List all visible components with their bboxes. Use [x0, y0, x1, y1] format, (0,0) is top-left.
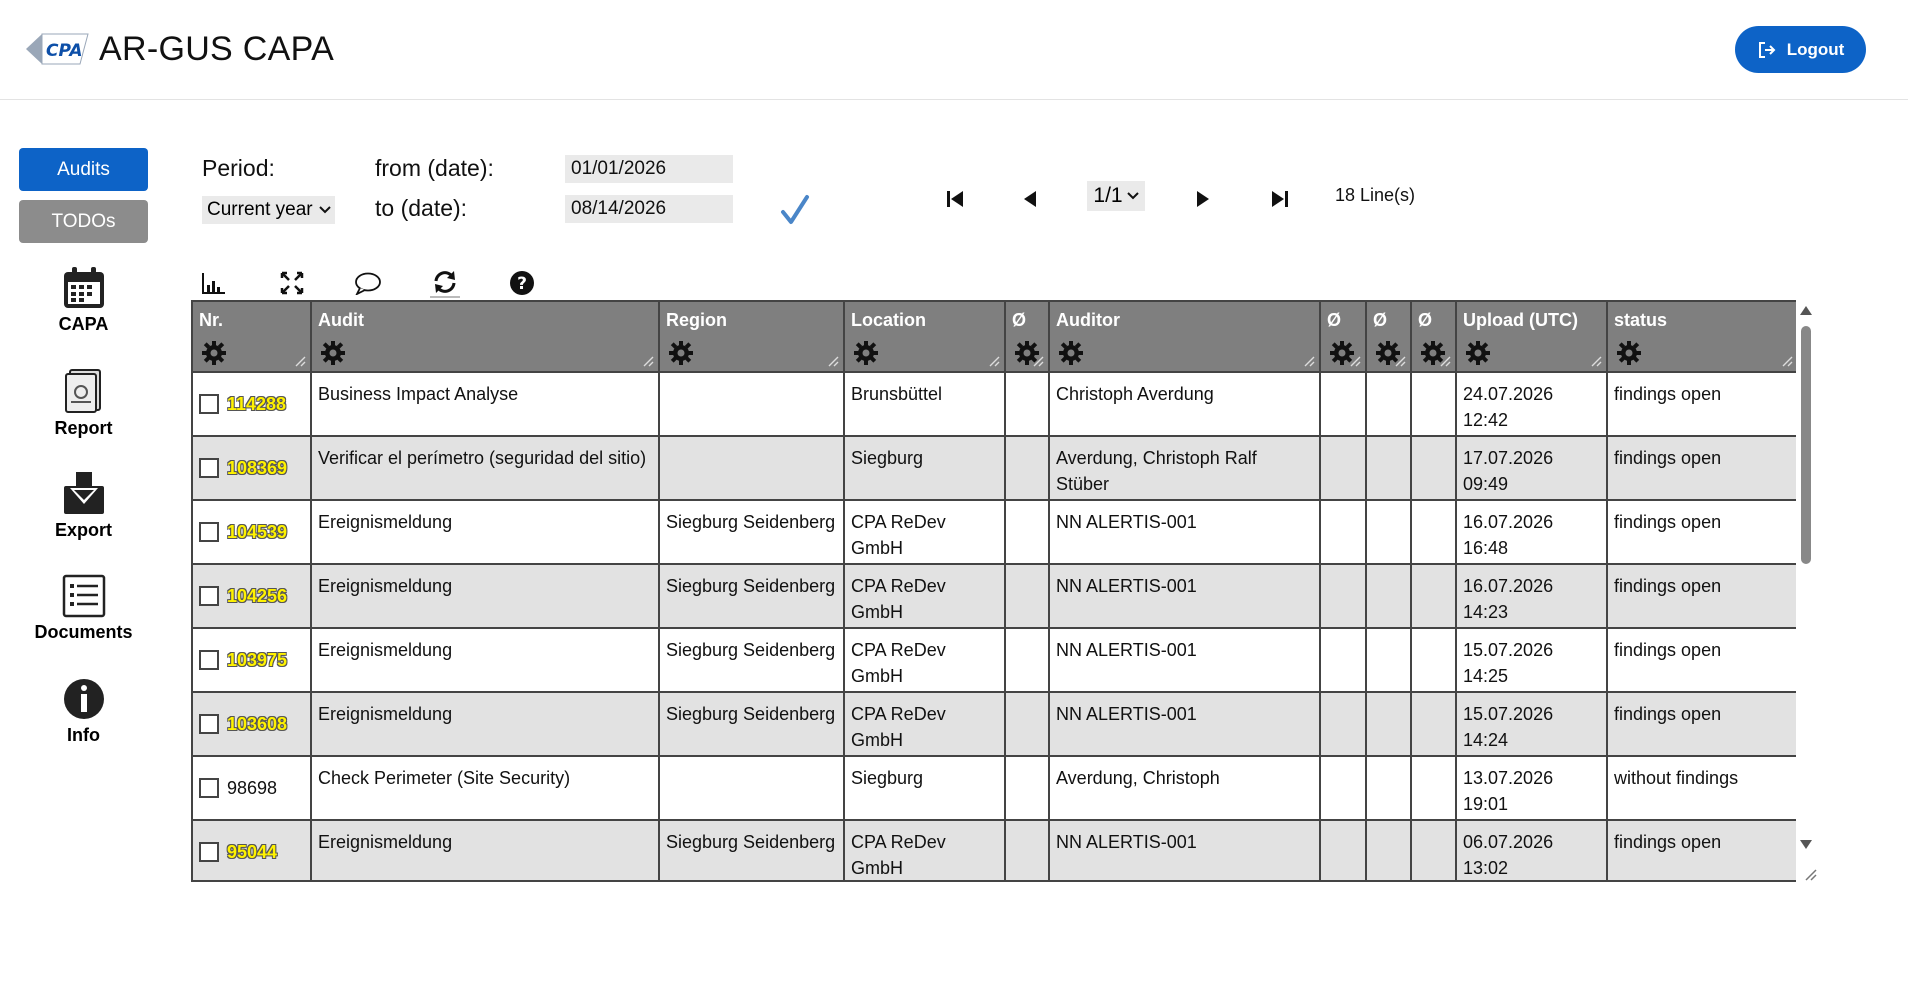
column-resize-icon[interactable] [1349, 355, 1361, 367]
cell-empty [1366, 500, 1411, 564]
cell-audit: Business Impact Analyse [311, 372, 659, 436]
fullscreen-button[interactable] [277, 268, 307, 298]
chart-button[interactable] [199, 268, 229, 298]
cell-empty [1366, 628, 1411, 692]
column-header[interactable] [1005, 302, 1049, 372]
audit-number[interactable]: 95044 [227, 842, 278, 862]
column-resize-icon[interactable] [1781, 355, 1793, 367]
column-header[interactable] [844, 302, 1005, 372]
cell-audit: Check Perimeter (Site Security) [311, 756, 659, 820]
table-row[interactable] [193, 628, 1796, 692]
cell-empty [1005, 692, 1049, 756]
column-header[interactable] [193, 302, 311, 372]
cell-empty [1320, 436, 1366, 500]
column-header[interactable] [1049, 302, 1320, 372]
resize-grip-icon[interactable] [1803, 867, 1817, 881]
column-resize-icon[interactable] [1032, 355, 1044, 367]
from-date-label: from (date): [375, 155, 494, 181]
prev-page-button[interactable] [1015, 183, 1045, 215]
column-header[interactable] [1411, 302, 1456, 372]
chevron-down-icon [1127, 191, 1139, 201]
cell-status: findings open [1607, 692, 1796, 756]
cell-status: findings open [1607, 820, 1796, 882]
cell-empty [1005, 564, 1049, 628]
cell-upload: 17.07.2026 09:49 [1456, 436, 1607, 500]
row-checkbox[interactable] [199, 458, 219, 478]
first-page-button[interactable] [940, 183, 970, 215]
cell-empty [1411, 500, 1456, 564]
cell-status: findings open [1607, 500, 1796, 564]
nav-label-capa: CAPA [58, 314, 109, 334]
nav-label-report: Report [54, 418, 113, 438]
cell-audit: Verificar el perímetro (seguridad del sitio) [311, 436, 659, 500]
nav-item-export[interactable] [19, 470, 148, 541]
logout-icon [1757, 40, 1777, 60]
help-icon [509, 270, 535, 296]
gear-icon[interactable] [668, 340, 694, 366]
table-row[interactable] [193, 564, 1796, 628]
column-header-label: Upload (UTC) [1463, 310, 1578, 330]
scroll-up-arrow[interactable] [1800, 306, 1812, 315]
gear-icon[interactable] [853, 340, 879, 366]
line-count: 18 Line(s) [1335, 185, 1416, 205]
cell-auditor: Averdung, Christoph Ralf Stüber [1049, 436, 1320, 500]
cell-auditor: NN ALERTIS-001 [1049, 500, 1320, 564]
cell-location: Siegburg [844, 436, 1005, 500]
svg-text:?: ? [517, 274, 527, 294]
cell-empty [1005, 372, 1049, 436]
column-header-label: Ø [1373, 310, 1388, 330]
row-checkbox[interactable] [199, 714, 219, 734]
chevron-down-icon [319, 205, 331, 215]
cell-empty [1411, 692, 1456, 756]
to-date-input[interactable] [565, 195, 733, 223]
cpa-logo [24, 30, 90, 68]
column-resize-icon[interactable] [1394, 355, 1406, 367]
column-header[interactable] [1320, 302, 1366, 372]
cell-auditor: Christoph Averdung [1049, 372, 1320, 436]
cell-upload: 15.07.2026 14:24 [1456, 692, 1607, 756]
scroll-down-arrow[interactable] [1800, 840, 1812, 849]
refresh-icon [432, 269, 458, 295]
from-date-input[interactable] [565, 155, 733, 183]
comment-button[interactable] [353, 268, 383, 298]
cell-empty [1320, 756, 1366, 820]
cell-auditor: Averdung, Christoph [1049, 756, 1320, 820]
cell-region: Siegburg Seidenberg [659, 564, 844, 628]
gear-icon[interactable] [1465, 340, 1491, 366]
cell-location: CPA ReDev GmbH [844, 500, 1005, 564]
page-value: 1/1 [1093, 184, 1123, 207]
cell-upload: 15.07.2026 14:25 [1456, 628, 1607, 692]
page-select[interactable] [1087, 181, 1145, 211]
nav-item-info[interactable] [19, 677, 148, 746]
column-header[interactable] [311, 302, 659, 372]
cell-nr [193, 372, 311, 436]
column-header-label: Audit [318, 310, 364, 330]
audits-button[interactable]: Audits [19, 148, 148, 191]
audit-number[interactable]: 114288 [227, 394, 287, 414]
table-row[interactable] [193, 500, 1796, 564]
cell-empty [1411, 820, 1456, 882]
nav-label-export: Export [54, 520, 112, 540]
audit-number[interactable]: 103975 [227, 650, 288, 670]
last-page-button[interactable] [1265, 183, 1295, 215]
period-label: Period: [202, 155, 275, 181]
table-body [193, 372, 1796, 882]
svg-text:CPA: CPA [46, 41, 83, 61]
cell-auditor: NN ALERTIS-001 [1049, 692, 1320, 756]
column-resize-icon[interactable] [294, 355, 306, 367]
cell-region [659, 436, 844, 500]
gear-icon[interactable] [320, 340, 346, 366]
gear-icon[interactable] [1616, 340, 1642, 366]
column-header-label: Nr. [199, 310, 224, 330]
todos-button[interactable]: TODOs [19, 200, 148, 243]
export-icon [62, 470, 106, 516]
cell-nr [193, 692, 311, 756]
cell-status: findings open [1607, 628, 1796, 692]
cell-audit: Ereignismeldung [311, 628, 659, 692]
cell-empty [1366, 692, 1411, 756]
cell-empty [1411, 628, 1456, 692]
cell-auditor: NN ALERTIS-001 [1049, 628, 1320, 692]
cell-nr [193, 500, 311, 564]
cell-empty [1005, 756, 1049, 820]
cell-empty [1005, 500, 1049, 564]
scroll-thumb[interactable] [1801, 326, 1811, 564]
column-header-label: Ø [1327, 310, 1342, 330]
cell-empty [1411, 564, 1456, 628]
cell-audit: Ereignismeldung [311, 820, 659, 882]
prev-page-icon [1019, 188, 1041, 210]
cell-audit: Ereignismeldung [311, 500, 659, 564]
cell-auditor: NN ALERTIS-001 [1049, 820, 1320, 882]
info-icon [62, 677, 106, 721]
column-header-label: status [1614, 310, 1668, 330]
cell-location: CPA ReDev GmbH [844, 628, 1005, 692]
column-header-label: Region [666, 310, 727, 330]
table-row[interactable] [193, 436, 1796, 500]
cell-upload: 13.07.2026 19:01 [1456, 756, 1607, 820]
cell-empty [1411, 436, 1456, 500]
cell-empty [1366, 564, 1411, 628]
gear-icon[interactable] [201, 340, 227, 366]
cell-empty [1320, 820, 1366, 882]
cell-status: findings open [1607, 372, 1796, 436]
audit-table [191, 300, 1796, 882]
column-header-label: Auditor [1056, 310, 1120, 330]
chart-icon [201, 271, 227, 295]
cell-empty [1411, 756, 1456, 820]
column-header-label: Ø [1418, 310, 1433, 330]
audit-number[interactable]: 104539 [227, 522, 288, 542]
refresh-button[interactable] [430, 268, 460, 298]
row-checkbox[interactable] [199, 522, 219, 542]
cell-empty [1005, 820, 1049, 882]
column-resize-icon[interactable] [642, 355, 654, 367]
comment-icon [354, 271, 382, 295]
cell-location: Siegburg [844, 756, 1005, 820]
row-checkbox[interactable] [199, 586, 219, 606]
row-checkbox[interactable] [199, 778, 219, 798]
table-row[interactable] [193, 756, 1796, 820]
first-page-icon [944, 188, 966, 210]
cell-nr [193, 564, 311, 628]
gear-icon[interactable] [1058, 340, 1084, 366]
column-resize-icon[interactable] [1590, 355, 1602, 367]
cell-empty [1320, 500, 1366, 564]
cell-empty [1320, 564, 1366, 628]
cell-nr [193, 628, 311, 692]
cell-empty [1005, 628, 1049, 692]
period-value: Current year [207, 199, 313, 220]
table-scrollbar[interactable] [1797, 300, 1815, 860]
table-row[interactable] [193, 372, 1796, 436]
audit-number[interactable]: 104256 [227, 586, 288, 606]
column-resize-icon[interactable] [988, 355, 1000, 367]
report-icon [62, 368, 106, 414]
cell-location: CPA ReDev GmbH [844, 692, 1005, 756]
column-header[interactable] [1456, 302, 1607, 372]
column-header-label: Ø [1012, 310, 1027, 330]
column-resize-icon[interactable] [827, 355, 839, 367]
row-checkbox[interactable] [199, 394, 219, 414]
cell-region [659, 372, 844, 436]
column-resize-icon[interactable] [1303, 355, 1315, 367]
apply-check-icon[interactable] [780, 194, 810, 226]
column-resize-icon[interactable] [1439, 355, 1451, 367]
nav-label-documents: Documents [34, 622, 133, 642]
cell-region [659, 756, 844, 820]
logout-label: Logout [1786, 39, 1845, 59]
cell-empty [1411, 372, 1456, 436]
table-header-row [193, 302, 1796, 372]
cell-empty [1320, 692, 1366, 756]
cell-status: findings open [1607, 564, 1796, 628]
column-header[interactable] [1366, 302, 1411, 372]
table-row[interactable] [193, 820, 1796, 882]
audit-number[interactable]: 103608 [227, 714, 288, 734]
nav-item-documents[interactable] [19, 574, 148, 643]
help-button[interactable] [507, 268, 537, 298]
row-checkbox[interactable] [199, 842, 219, 862]
cell-audit: Ereignismeldung [311, 692, 659, 756]
cell-region: Siegburg Seidenberg [659, 820, 844, 882]
column-header[interactable] [1607, 302, 1796, 372]
next-page-icon [1192, 188, 1214, 210]
app-title: AR-GUS CAPA [99, 30, 335, 68]
cell-upload: 16.07.2026 14:23 [1456, 564, 1607, 628]
logout-button[interactable] [1735, 26, 1866, 73]
nav-label-info: Info [67, 725, 100, 745]
audit-number[interactable]: 108369 [227, 458, 288, 478]
cell-region: Siegburg Seidenberg [659, 692, 844, 756]
cell-empty [1005, 436, 1049, 500]
cell-location: CPA ReDev GmbH [844, 564, 1005, 628]
cell-upload: 24.07.2026 12:42 [1456, 372, 1607, 436]
cell-nr [193, 820, 311, 882]
calendar-icon [62, 266, 106, 310]
next-page-button[interactable] [1188, 183, 1218, 215]
cell-region: Siegburg Seidenberg [659, 500, 844, 564]
to-date-label: to (date): [375, 195, 468, 221]
row-checkbox[interactable] [199, 650, 219, 670]
cell-empty [1366, 372, 1411, 436]
cell-status: without findings [1607, 756, 1796, 820]
app-header [0, 0, 1908, 100]
cell-upload: 06.07.2026 13:02 [1456, 820, 1607, 882]
nav-item-capa[interactable] [19, 266, 148, 335]
table-row[interactable] [193, 692, 1796, 756]
nav-item-report[interactable] [19, 368, 148, 439]
cell-upload: 16.07.2026 16:48 [1456, 500, 1607, 564]
period-select[interactable] [202, 196, 335, 224]
last-page-icon [1269, 188, 1291, 210]
cell-nr [193, 756, 311, 820]
column-header[interactable] [659, 302, 844, 372]
cell-empty [1366, 756, 1411, 820]
cell-empty [1320, 372, 1366, 436]
cell-auditor: NN ALERTIS-001 [1049, 564, 1320, 628]
cell-empty [1366, 820, 1411, 882]
audit-number: 98698 [227, 778, 278, 798]
cell-location: CPA ReDev GmbH [844, 820, 1005, 882]
cell-empty [1366, 436, 1411, 500]
column-header-label: Location [851, 310, 926, 330]
cell-audit: Ereignismeldung [311, 564, 659, 628]
documents-icon [62, 574, 106, 618]
fullscreen-icon [280, 271, 304, 295]
cell-region: Siegburg Seidenberg [659, 628, 844, 692]
cell-empty [1320, 628, 1366, 692]
cell-status: findings open [1607, 436, 1796, 500]
cell-location: Brunsbüttel [844, 372, 1005, 436]
cell-nr [193, 436, 311, 500]
